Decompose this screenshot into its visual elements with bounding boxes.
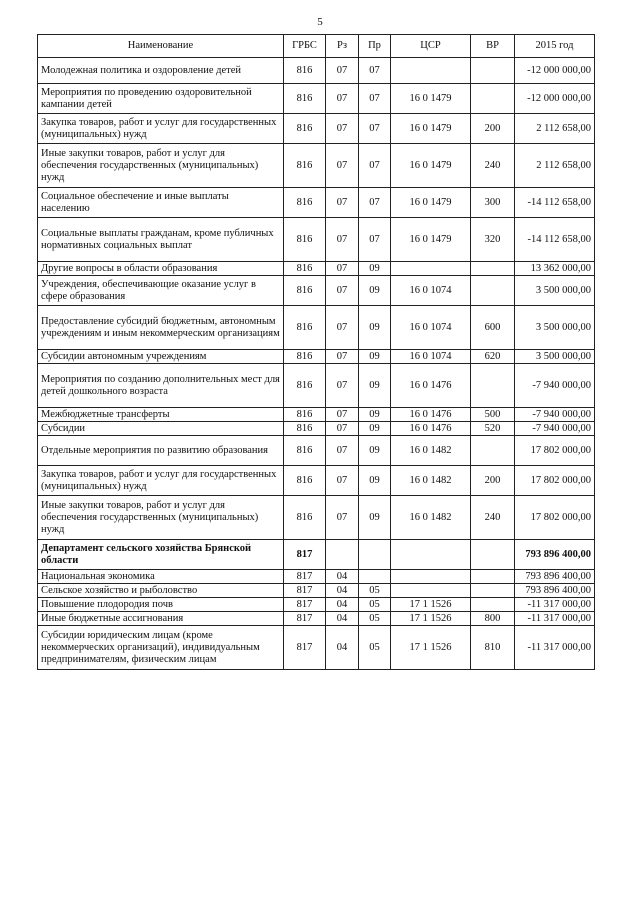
cell-sum: -11 317 000,00	[515, 612, 595, 626]
cell-csr: 16 0 1482	[391, 496, 471, 540]
cell-name: Социальные выплаты гражданам, кроме публичных нормативных социальных выплат	[38, 218, 284, 262]
cell-name: Учреждения, обеспечивающие оказание услуг в сфере образования	[38, 276, 284, 306]
cell-rz: 07	[326, 466, 359, 496]
cell-csr	[391, 58, 471, 84]
cell-name: Иные закупки товаров, работ и услуг для обеспечения государственных (муниципальных) нужд	[38, 496, 284, 540]
cell-pr: 09	[359, 276, 391, 306]
cell-vr: 200	[471, 114, 515, 144]
cell-pr: 05	[359, 612, 391, 626]
cell-pr: 07	[359, 144, 391, 188]
cell-grbs: 817	[284, 598, 326, 612]
cell-name: Другие вопросы в области образования	[38, 262, 284, 276]
table-row	[38, 436, 595, 466]
cell-grbs: 816	[284, 408, 326, 422]
cell-csr: 17 1 1526	[391, 612, 471, 626]
table-row	[38, 188, 595, 218]
cell-name: Иные бюджетные ассигнования	[38, 612, 284, 626]
cell-csr: 16 0 1479	[391, 144, 471, 188]
cell-sum: 793 896 400,00	[515, 540, 595, 570]
cell-rz: 07	[326, 422, 359, 436]
cell-csr: 16 0 1479	[391, 218, 471, 262]
header-csr: ЦСР	[391, 35, 471, 58]
cell-grbs: 817	[284, 584, 326, 598]
cell-name: Отдельные мероприятия по развитию образования	[38, 436, 284, 466]
cell-sum: 17 802 000,00	[515, 496, 595, 540]
cell-csr: 16 0 1074	[391, 350, 471, 364]
cell-pr: 09	[359, 496, 391, 540]
cell-name: Национальная экономика	[38, 570, 284, 584]
cell-pr: 09	[359, 466, 391, 496]
cell-name: Закупка товаров, работ и услуг для государственных (муниципальных) нужд	[38, 114, 284, 144]
cell-rz: 07	[326, 496, 359, 540]
cell-pr: 09	[359, 262, 391, 276]
cell-sum: 793 896 400,00	[515, 584, 595, 598]
table-row	[38, 218, 595, 262]
cell-grbs: 816	[284, 422, 326, 436]
table-row	[38, 144, 595, 188]
cell-name: Субсидии автономным учреждениям	[38, 350, 284, 364]
table-row	[38, 364, 595, 408]
cell-csr	[391, 540, 471, 570]
cell-pr: 09	[359, 436, 391, 466]
cell-name: Закупка товаров, работ и услуг для государственных (муниципальных) нужд	[38, 466, 284, 496]
cell-rz: 07	[326, 114, 359, 144]
cell-csr: 16 0 1482	[391, 466, 471, 496]
table-row	[38, 262, 595, 276]
table-row	[38, 496, 595, 540]
cell-sum: -14 112 658,00	[515, 218, 595, 262]
cell-vr: 300	[471, 188, 515, 218]
header-rz: Рз	[326, 35, 359, 58]
cell-rz: 04	[326, 612, 359, 626]
cell-name: Мероприятия по созданию дополнительных мест для детей дошкольного возраста	[38, 364, 284, 408]
cell-csr: 16 0 1074	[391, 276, 471, 306]
table-row	[38, 84, 595, 114]
table-row	[38, 350, 595, 364]
cell-name: Предоставление субсидий бюджетным, автономным учреждениям и иным некоммерческим организациям	[38, 306, 284, 350]
cell-rz: 04	[326, 584, 359, 598]
cell-sum: -7 940 000,00	[515, 408, 595, 422]
cell-vr: 320	[471, 218, 515, 262]
cell-name: Субсидии	[38, 422, 284, 436]
table-row	[38, 114, 595, 144]
cell-grbs: 816	[284, 276, 326, 306]
cell-name: Субсидии юридическим лицам (кроме некоммерческих организаций), индивидуальным предпринимателям, физическим лицам	[38, 626, 284, 670]
cell-rz: 04	[326, 626, 359, 670]
cell-vr: 500	[471, 408, 515, 422]
cell-pr: 07	[359, 58, 391, 84]
cell-sum: 2 112 658,00	[515, 114, 595, 144]
cell-vr: 240	[471, 144, 515, 188]
cell-csr	[391, 584, 471, 598]
cell-vr: 240	[471, 496, 515, 540]
cell-vr	[471, 540, 515, 570]
cell-grbs: 816	[284, 466, 326, 496]
cell-pr: 05	[359, 598, 391, 612]
cell-name: Иные закупки товаров, работ и услуг для обеспечения государственных (муниципальных) нужд	[38, 144, 284, 188]
table-row	[38, 466, 595, 496]
table-header-row	[38, 35, 595, 58]
table-row	[38, 306, 595, 350]
cell-grbs: 816	[284, 496, 326, 540]
cell-vr	[471, 84, 515, 114]
cell-vr	[471, 364, 515, 408]
table-row	[38, 58, 595, 84]
cell-grbs: 816	[284, 364, 326, 408]
cell-pr: 09	[359, 364, 391, 408]
cell-grbs: 817	[284, 570, 326, 584]
cell-csr: 16 0 1479	[391, 84, 471, 114]
cell-csr	[391, 262, 471, 276]
cell-sum: 17 802 000,00	[515, 436, 595, 466]
cell-pr: 09	[359, 422, 391, 436]
cell-pr: 05	[359, 584, 391, 598]
cell-grbs: 816	[284, 84, 326, 114]
table-row	[38, 626, 595, 670]
cell-rz: 07	[326, 350, 359, 364]
cell-vr: 620	[471, 350, 515, 364]
cell-pr: 05	[359, 626, 391, 670]
cell-sum: 3 500 000,00	[515, 306, 595, 350]
cell-rz: 07	[326, 276, 359, 306]
cell-rz: 04	[326, 598, 359, 612]
cell-rz: 07	[326, 306, 359, 350]
header-name: Наименование	[38, 35, 284, 58]
cell-csr	[391, 570, 471, 584]
cell-grbs: 816	[284, 58, 326, 84]
table-body	[38, 58, 595, 670]
table-row	[38, 408, 595, 422]
cell-vr: 200	[471, 466, 515, 496]
cell-grbs: 817	[284, 626, 326, 670]
table-row	[38, 570, 595, 584]
header-grbs: ГРБС	[284, 35, 326, 58]
cell-grbs: 817	[284, 540, 326, 570]
header-pr: Пр	[359, 35, 391, 58]
cell-pr: 09	[359, 350, 391, 364]
cell-rz: 07	[326, 144, 359, 188]
cell-grbs: 816	[284, 262, 326, 276]
cell-name: Молодежная политика и оздоровление детей	[38, 58, 284, 84]
cell-csr: 16 0 1479	[391, 188, 471, 218]
table-row	[38, 584, 595, 598]
table-row	[38, 276, 595, 306]
cell-rz: 07	[326, 364, 359, 408]
cell-vr	[471, 584, 515, 598]
cell-sum: -14 112 658,00	[515, 188, 595, 218]
cell-vr	[471, 436, 515, 466]
cell-sum: 793 896 400,00	[515, 570, 595, 584]
cell-vr	[471, 276, 515, 306]
cell-sum: 3 500 000,00	[515, 276, 595, 306]
cell-vr	[471, 598, 515, 612]
cell-pr: 09	[359, 408, 391, 422]
cell-rz: 07	[326, 188, 359, 218]
cell-csr: 16 0 1476	[391, 408, 471, 422]
table-row	[38, 422, 595, 436]
cell-name: Социальное обеспечение и иные выплаты населению	[38, 188, 284, 218]
cell-rz: 04	[326, 570, 359, 584]
cell-grbs: 816	[284, 144, 326, 188]
cell-pr: 07	[359, 84, 391, 114]
cell-sum: -12 000 000,00	[515, 58, 595, 84]
cell-vr	[471, 262, 515, 276]
cell-pr: 07	[359, 114, 391, 144]
cell-name: Межбюджетные трансферты	[38, 408, 284, 422]
cell-csr: 16 0 1476	[391, 422, 471, 436]
cell-pr	[359, 570, 391, 584]
cell-grbs: 816	[284, 350, 326, 364]
cell-vr: 600	[471, 306, 515, 350]
cell-sum: 13 362 000,00	[515, 262, 595, 276]
cell-vr: 800	[471, 612, 515, 626]
cell-name: Сельское хозяйство и рыболовство	[38, 584, 284, 598]
cell-name: Департамент сельского хозяйства Брянской области	[38, 540, 284, 570]
cell-grbs: 817	[284, 612, 326, 626]
cell-grbs: 816	[284, 218, 326, 262]
cell-grbs: 816	[284, 306, 326, 350]
cell-sum: -7 940 000,00	[515, 422, 595, 436]
table-row	[38, 540, 595, 570]
cell-pr: 07	[359, 188, 391, 218]
cell-csr: 16 0 1074	[391, 306, 471, 350]
cell-pr: 07	[359, 218, 391, 262]
cell-rz	[326, 540, 359, 570]
cell-vr: 810	[471, 626, 515, 670]
cell-name: Повышение плодородия почв	[38, 598, 284, 612]
cell-csr: 17 1 1526	[391, 598, 471, 612]
cell-sum: 2 112 658,00	[515, 144, 595, 188]
cell-sum: -11 317 000,00	[515, 598, 595, 612]
cell-pr: 09	[359, 306, 391, 350]
cell-rz: 07	[326, 408, 359, 422]
cell-sum: 17 802 000,00	[515, 466, 595, 496]
cell-rz: 07	[326, 262, 359, 276]
header-vr: ВР	[471, 35, 515, 58]
cell-rz: 07	[326, 84, 359, 114]
cell-sum: 3 500 000,00	[515, 350, 595, 364]
cell-csr: 16 0 1482	[391, 436, 471, 466]
cell-rz: 07	[326, 58, 359, 84]
cell-name: Мероприятия по проведению оздоровительной кампании детей	[38, 84, 284, 114]
cell-grbs: 816	[284, 188, 326, 218]
cell-vr	[471, 58, 515, 84]
cell-sum: -11 317 000,00	[515, 626, 595, 670]
cell-csr: 16 0 1479	[391, 114, 471, 144]
cell-csr: 17 1 1526	[391, 626, 471, 670]
cell-grbs: 816	[284, 436, 326, 466]
cell-grbs: 816	[284, 114, 326, 144]
cell-vr: 520	[471, 422, 515, 436]
cell-vr	[471, 570, 515, 584]
cell-sum: -7 940 000,00	[515, 364, 595, 408]
cell-sum: -12 000 000,00	[515, 84, 595, 114]
cell-rz: 07	[326, 436, 359, 466]
page-number: 5	[317, 16, 323, 28]
cell-csr: 16 0 1476	[391, 364, 471, 408]
cell-pr	[359, 540, 391, 570]
table-row	[38, 598, 595, 612]
budget-table	[37, 34, 595, 670]
header-sum: 2015 год	[515, 35, 595, 58]
table-row	[38, 612, 595, 626]
cell-rz: 07	[326, 218, 359, 262]
